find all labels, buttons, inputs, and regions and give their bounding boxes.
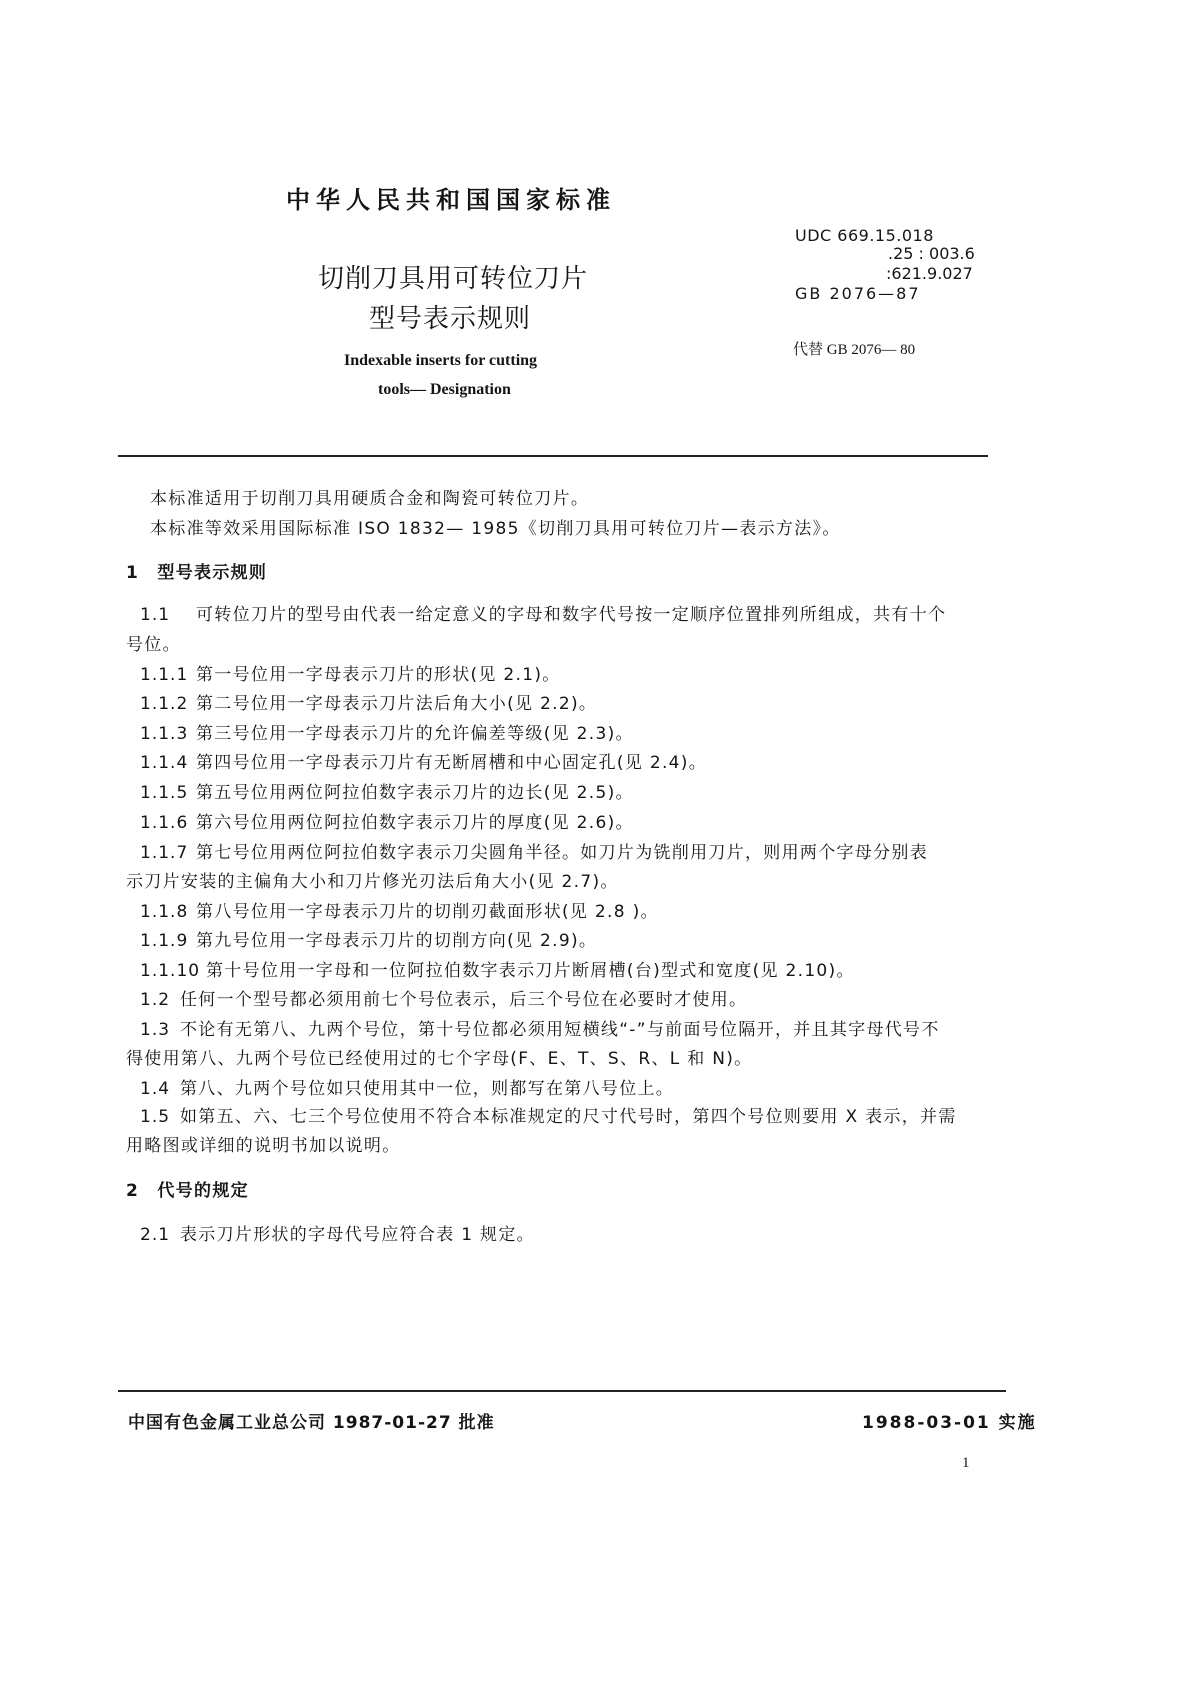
clause-text: 第三号位用一字母表示刀片的允许偏差等级(见 2.3)。 xyxy=(196,724,634,744)
clause-line xyxy=(126,1044,752,1069)
clause-text: 第一号位用一字母表示刀片的形状(见 2.1)。 xyxy=(196,665,561,685)
clause-text: 第五号位用两位阿拉伯数字表示刀片的边长(见 2.5)。 xyxy=(196,783,634,803)
clause-text: 不论有无第八、九两个号位，第十号位都必须用短横线“-”与前面号位隔开，并且其字母代号不 xyxy=(180,1020,940,1040)
section-2-heading: 2 代号的规定 xyxy=(126,1181,249,1201)
clause-number: 1.1.8 xyxy=(140,902,189,922)
clause-line xyxy=(140,1074,674,1099)
clause-number: 1.3 xyxy=(140,1020,171,1040)
clause-number: 1.1.3 xyxy=(140,724,189,744)
clause-number: 1.1.4 xyxy=(140,753,189,773)
clause-number: 1.1.9 xyxy=(140,931,189,951)
clause-line xyxy=(140,1102,957,1127)
clause-text: 第十号位用一字母和一位阿拉伯数字表示刀片断屑槽(台)型式和宽度(见 2.10)。 xyxy=(206,961,855,981)
header-divider xyxy=(118,455,988,457)
clause-text: 如第五、六、七三个号位使用不符合本标准规定的尺寸代号时，第四个号位则要用 X 表示，并需 xyxy=(180,1107,957,1127)
clause-text: 第八、九两个号位如只使用其中一位，则都写在第八号位上。 xyxy=(180,1079,675,1099)
english-title-line2: tools— Designation xyxy=(378,381,511,398)
clause-text: 得使用第八、九两个号位已经使用过的七个字母(F、E、T、S、R、L 和 N)。 xyxy=(126,1049,753,1069)
page-number: 1 xyxy=(962,1455,970,1471)
clause-number: 1.1 xyxy=(140,605,171,625)
clause-number: 1.1.5 xyxy=(140,783,189,803)
clause-text: 表示刀片形状的字母代号应符合表 1 规定。 xyxy=(180,1225,535,1245)
clause-text: 第四号位用一字母表示刀片有无断屑槽和中心固定孔(见 2.4)。 xyxy=(196,753,708,773)
clause-number: 1.2 xyxy=(140,990,171,1010)
national-standard-label: 中华人民共和国国家标准 xyxy=(286,186,616,214)
clause-text: 第八号位用一字母表示刀片的切削刃截面形状(见 2.8 )。 xyxy=(196,902,659,922)
intro-iso-equivalence: 本标准等效采用国际标准 ISO 1832— 1985《切削刀具用可转位刀片—表示方法》。 xyxy=(150,519,841,539)
clause-line xyxy=(126,1131,401,1156)
clause-text: 第二号位用一字母表示刀片法后角大小(见 2.2)。 xyxy=(196,694,598,714)
clause-number: 1.5 xyxy=(140,1107,171,1127)
clause-line xyxy=(140,778,634,803)
clause-line xyxy=(140,956,855,981)
clause-number: 1.4 xyxy=(140,1079,171,1099)
section-1-heading: 1 型号表示规则 xyxy=(126,563,268,583)
clause-line xyxy=(140,1015,940,1040)
clause-line xyxy=(140,897,659,922)
clause-text: 第九号位用一字母表示刀片的切削方向(见 2.9)。 xyxy=(196,931,598,951)
clause-line xyxy=(140,689,597,714)
clause-line xyxy=(140,719,634,744)
clause-line xyxy=(140,600,946,625)
clause-line xyxy=(140,1220,535,1245)
clause-line xyxy=(140,838,928,863)
clause-number: 1.1.7 xyxy=(140,843,189,863)
clause-line xyxy=(126,630,181,655)
clause-line xyxy=(140,660,561,685)
intro-scope: 本标准适用于切削刀具用硬质合金和陶瓷可转位刀片。 xyxy=(150,489,590,509)
clause-text: 号位。 xyxy=(126,635,181,655)
udc-line2: .25 : 003.6 xyxy=(888,244,975,263)
implementation-date: 1988-03-01 实施 xyxy=(862,1413,1037,1433)
clause-line xyxy=(140,926,597,951)
gb-number: GB 2076—87 xyxy=(795,284,921,303)
clause-line xyxy=(140,808,634,833)
clause-text: 用略图或详细的说明书加以说明。 xyxy=(126,1136,401,1156)
footer-divider xyxy=(118,1390,1006,1392)
clause-text: 第六号位用两位阿拉伯数字表示刀片的厚度(见 2.6)。 xyxy=(196,813,634,833)
clause-number: 1.1.1 xyxy=(140,665,189,685)
replaces-standard: 代替 GB 2076— 80 xyxy=(793,342,916,358)
approval-note: 中国有色金属工业总公司 1987-01-27 批准 xyxy=(128,1413,495,1433)
clause-text: 示刀片安装的主偏角大小和刀片修光刃法后角大小(见 2.7)。 xyxy=(126,872,619,892)
document-title-line1: 切削刀具用可转位刀片 xyxy=(318,264,589,294)
udc-line3: :621.9.027 xyxy=(886,264,973,283)
clause-text: 第七号位用两位阿拉伯数字表示刀尖圆角半径。如刀片为铣削用刀片，则用两个字母分别表 xyxy=(196,843,928,863)
clause-text: 任何一个型号都必须用前七个号位表示，后三个号位在必要时才使用。 xyxy=(180,990,748,1010)
clause-number: 2.1 xyxy=(140,1225,171,1245)
clause-line xyxy=(140,985,747,1010)
clause-text: 可转位刀片的型号由代表一给定意义的字母和数字代号按一定顺序位置排列所组成，共有十个 xyxy=(196,605,947,625)
clause-number: 1.1.2 xyxy=(140,694,189,714)
clause-number: 1.1.6 xyxy=(140,813,189,833)
clause-number: 1.1.10 xyxy=(140,961,201,981)
clause-line xyxy=(126,867,619,892)
clause-line xyxy=(140,748,707,773)
english-title-line1: Indexable inserts for cutting xyxy=(344,352,538,369)
document-title-line2: 型号表示规则 xyxy=(369,304,532,334)
udc-line1: UDC 669.15.018 xyxy=(795,226,934,245)
